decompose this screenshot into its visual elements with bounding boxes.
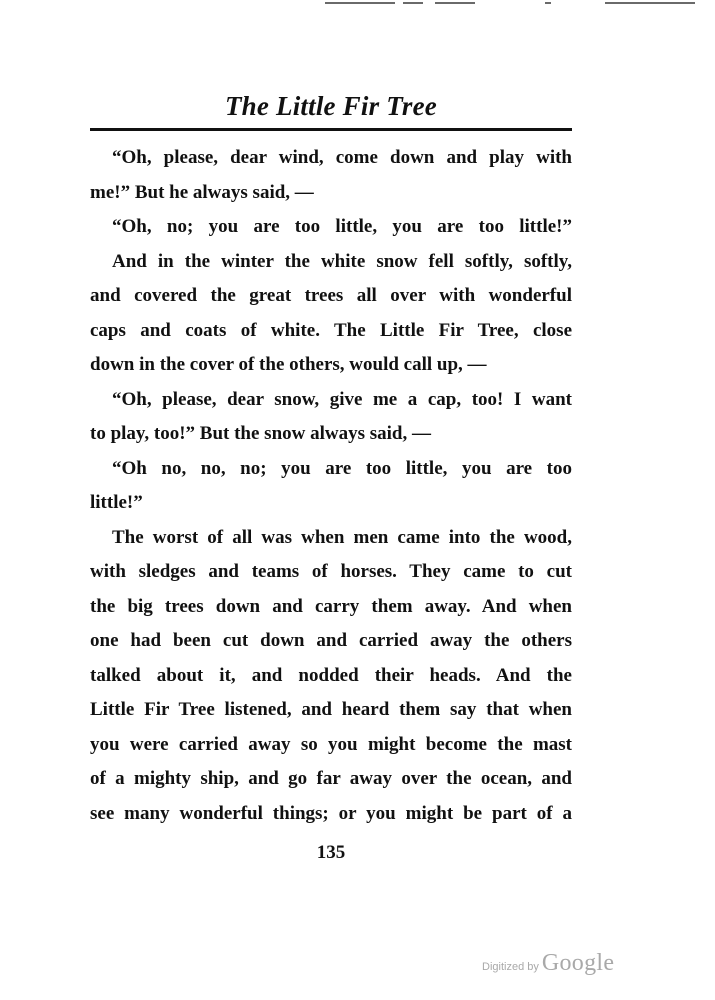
watermark-prefix: Digitized by <box>482 961 539 973</box>
scan-mark <box>605 2 695 4</box>
page-header <box>90 90 572 122</box>
scan-mark <box>325 2 395 4</box>
text-line: The worst of all was when men came into the wood, <box>112 526 572 548</box>
text-line: with sledges and teams of horses. They came to cut <box>90 561 572 582</box>
text-line: the big trees down and carry them away. And when <box>90 595 572 617</box>
text-line: Little Fir Tree listened, and heard them say that when <box>90 699 572 720</box>
text-line: one had been cut down and carried away the others <box>90 630 572 651</box>
scan-edge-marks <box>315 0 715 8</box>
body-text <box>90 141 572 831</box>
watermark-brand: Google <box>541 950 615 976</box>
text-line: talked about it, and nodded their heads. And the <box>90 664 572 686</box>
scan-mark <box>403 2 423 4</box>
text-line: you were carried away so you might become the mast <box>90 733 572 755</box>
text-line: little!” <box>90 492 143 513</box>
text-line: and covered the great trees all over with wonderful <box>90 285 572 306</box>
running-head: The Little Fir Tree <box>224 91 437 121</box>
scan-mark <box>545 2 551 4</box>
text-line: “Oh, please, dear wind, come down and play with <box>112 147 572 168</box>
text-line: down in the cover of the others, would call up, — <box>90 354 487 375</box>
page-number: 135 <box>316 842 346 863</box>
text-line: of a mighty ship, and go far away over the ocean, and <box>90 768 572 789</box>
scan-mark <box>435 2 475 4</box>
text-line: to play, too!” But the snow always said, — <box>90 423 431 444</box>
text-line: me!” But he always said, — <box>90 181 314 203</box>
text-line: “Oh no, no, no; you are too little, you are too <box>112 457 572 479</box>
digitized-watermark <box>482 950 614 980</box>
header-rule <box>90 128 572 131</box>
text-line: “Oh, please, dear snow, give me a cap, too! I want <box>112 388 572 410</box>
text-line: “Oh, no; you are too little, you are too little!” <box>112 216 572 237</box>
text-line: caps and coats of white. The Little Fir Tree, close <box>90 319 572 341</box>
text-line: And in the winter the white snow fell softly, softly, <box>112 250 572 272</box>
text-line: see many wonderful things; or you might be part of a <box>90 802 572 824</box>
